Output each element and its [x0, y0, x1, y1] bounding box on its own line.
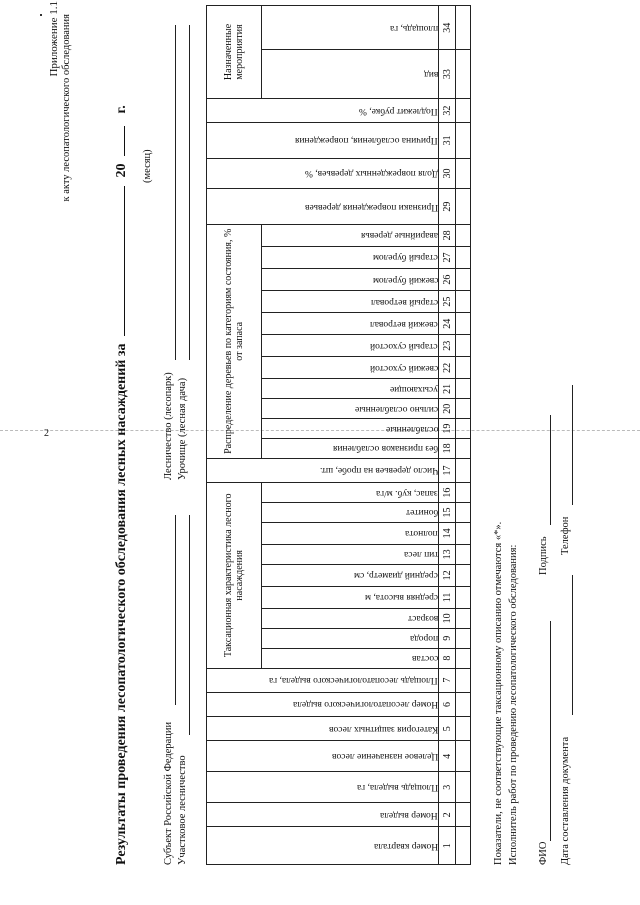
forestry-line[interactable] [175, 25, 176, 360]
column-number: 7 [439, 668, 456, 692]
table-cell[interactable] [456, 717, 471, 741]
table-cell[interactable] [456, 586, 471, 608]
column-number: 12 [439, 564, 456, 586]
col-measure-type: вид [262, 50, 439, 99]
table-cell[interactable] [456, 564, 471, 586]
table-cell[interactable] [456, 379, 471, 399]
fio-label: ФИО [538, 841, 549, 865]
col-old-windfall: старый ветровал [262, 291, 439, 313]
phone-line[interactable] [572, 385, 573, 505]
column-number: 1 [439, 827, 456, 865]
col-forest-type: тип леса [262, 544, 439, 564]
table-cell[interactable] [456, 189, 471, 224]
table-cell[interactable] [456, 291, 471, 313]
column-number: 17 [439, 458, 456, 482]
column-number-row [439, 6, 456, 865]
col-protective-category: Категория защитных лесов [207, 717, 439, 741]
column-number: 14 [439, 522, 456, 544]
table-cell[interactable] [456, 827, 471, 865]
column-number: 15 [439, 503, 456, 523]
district-forestry-line[interactable] [189, 515, 190, 735]
tract-line[interactable] [189, 25, 190, 360]
col-pathology-plot-number: Номер лесопатологического выдела [207, 692, 439, 716]
date-line[interactable] [572, 575, 573, 715]
col-weakened: ослабленные [262, 419, 439, 439]
column-number: 8 [439, 648, 456, 668]
table-cell[interactable] [456, 98, 471, 122]
column-number: 33 [439, 50, 456, 99]
table-cell[interactable] [456, 628, 471, 648]
results-table [206, 5, 471, 865]
column-number: 5 [439, 717, 456, 741]
column-number: 16 [439, 483, 456, 503]
signature-label: Подпись [538, 536, 549, 575]
tract-label: Урочище (лесная дача) [177, 377, 188, 480]
col-measure-area: площадь, га [262, 6, 439, 50]
column-number: 20 [439, 399, 456, 419]
col-cause: Причина ослабления, повреждения [207, 123, 439, 158]
table-cell[interactable] [456, 803, 471, 827]
col-strongly-weakened: сильно ослабленные [262, 399, 439, 419]
column-number: 27 [439, 246, 456, 268]
table-cell[interactable] [456, 438, 471, 458]
title-text: Результаты проведения лесопатологического обследования лесных насаждений за [114, 343, 129, 865]
col-purpose: Целевое назначение лесов [207, 741, 439, 772]
col-damaged-share: Доля поврежденных деревьев, % [207, 158, 439, 189]
col-plot-area: Площадь выдела, га [207, 772, 439, 803]
month-hint: (месяц) [142, 149, 153, 183]
column-number: 6 [439, 692, 456, 716]
table-cell[interactable] [456, 503, 471, 523]
column-number: 30 [439, 158, 456, 189]
col-trees-on-sample: Число деревьев на пробе, шт. [207, 458, 439, 482]
column-number: 18 [439, 438, 456, 458]
column-number: 19 [439, 419, 456, 439]
table-cell[interactable] [456, 522, 471, 544]
group-distribution: Распределение деревьев по категориям состояния, % от запаса [207, 224, 262, 458]
signature-line[interactable] [550, 415, 551, 525]
col-avg-diameter: средний диаметр, см [262, 564, 439, 586]
col-fresh-windfall: свежий ветровал [262, 313, 439, 335]
subject-label: Субъект Российской Федерации [163, 721, 174, 865]
column-number: 24 [439, 313, 456, 335]
column-number: 11 [439, 586, 456, 608]
col-species: порода [262, 628, 439, 648]
column-number: 28 [439, 224, 456, 246]
col-fresh-windbreak: свежий бурелом [262, 269, 439, 291]
col-composition: состав [262, 648, 439, 668]
col-stock: запас, куб. м/га [262, 483, 439, 503]
column-number: 3 [439, 772, 456, 803]
phone-label: Телефон [560, 516, 571, 555]
column-number: 32 [439, 98, 456, 122]
table-cell[interactable] [456, 357, 471, 379]
title-year-suffix: г. [114, 105, 129, 114]
appendix-title: Приложение 1.1 [48, 1, 60, 77]
col-old-windbreak: старый бурелом [262, 246, 439, 268]
column-number: 4 [439, 741, 456, 772]
fio-line[interactable] [550, 621, 551, 841]
column-number: 23 [439, 335, 456, 357]
table-cell[interactable] [456, 6, 471, 50]
table-cell[interactable] [456, 419, 471, 439]
table-cell[interactable] [456, 692, 471, 716]
table-cell[interactable] [456, 224, 471, 246]
empty-data-row[interactable] [456, 6, 471, 865]
table-cell[interactable] [456, 772, 471, 803]
table-cell[interactable] [456, 123, 471, 158]
col-drying: усыхающие [262, 379, 439, 399]
col-healthy: без признаков ослабления [262, 438, 439, 458]
table-cell[interactable] [456, 313, 471, 335]
col-old-deadwood: старый сухостой [262, 335, 439, 357]
column-number: 31 [439, 123, 456, 158]
col-hazard-trees: аварийные деревья [262, 224, 439, 246]
table-cell[interactable] [456, 50, 471, 99]
col-quarter-number: Номер квартала [207, 827, 439, 865]
group-measures: Назначенные мероприятия [207, 6, 262, 99]
month-blank[interactable] [112, 186, 125, 336]
col-age: возраст [262, 608, 439, 628]
col-fresh-deadwood: свежий сухостой [262, 357, 439, 379]
subject-line[interactable] [175, 515, 176, 705]
table-cell[interactable] [456, 335, 471, 357]
title-year-prefix: 20 [114, 163, 129, 178]
column-number: 29 [439, 189, 456, 224]
table-cell[interactable] [456, 458, 471, 482]
document-title [112, 105, 130, 865]
group-taxation: Таксационная характеристика лесного насаждения [207, 483, 262, 668]
column-number: 25 [439, 291, 456, 313]
column-number: 2 [439, 803, 456, 827]
column-number: 13 [439, 544, 456, 564]
column-number: 34 [439, 6, 456, 50]
column-number: 21 [439, 379, 456, 399]
table-cell[interactable] [456, 483, 471, 503]
col-avg-height: средняя высота, м [262, 586, 439, 608]
asterisk-note: Показатели, не соответствующие таксационному описанию отмечаются «*». [493, 521, 504, 865]
col-damage-signs: Признаки повреждения деревьев [207, 189, 439, 224]
date-label: Дата составления документа [560, 736, 571, 865]
table-cell[interactable] [456, 269, 471, 291]
table-cell[interactable] [456, 158, 471, 189]
table-cell[interactable] [456, 544, 471, 564]
table-cell[interactable] [456, 668, 471, 692]
table-cell[interactable] [456, 741, 471, 772]
year-blank[interactable] [112, 126, 125, 156]
appendix-subtitle: к акту лесопатологического обследования [61, 14, 72, 202]
executor-label: Исполнитель работ по проведению лесопатологического обследования: [508, 544, 519, 865]
column-number: 10 [439, 608, 456, 628]
column-number: 9 [439, 628, 456, 648]
col-to-fell: Подлежит рубке, % [207, 98, 439, 122]
table-cell[interactable] [456, 399, 471, 419]
col-plot-number: Номер выдела [207, 803, 439, 827]
column-number: 22 [439, 357, 456, 379]
table-cell[interactable] [456, 246, 471, 268]
col-pathology-plot-area: Площадь лесопатологического выдела, га [207, 668, 439, 692]
table-cell[interactable] [456, 608, 471, 628]
table-cell[interactable] [456, 648, 471, 668]
col-bonitet: бонитет [262, 503, 439, 523]
column-number: 26 [439, 269, 456, 291]
col-density: полнота [262, 522, 439, 544]
forestry-label: Лесничество (лесопарк) [163, 372, 174, 480]
district-forestry-label: Участковое лесничество [177, 755, 188, 865]
page-number: 2 [44, 428, 49, 439]
